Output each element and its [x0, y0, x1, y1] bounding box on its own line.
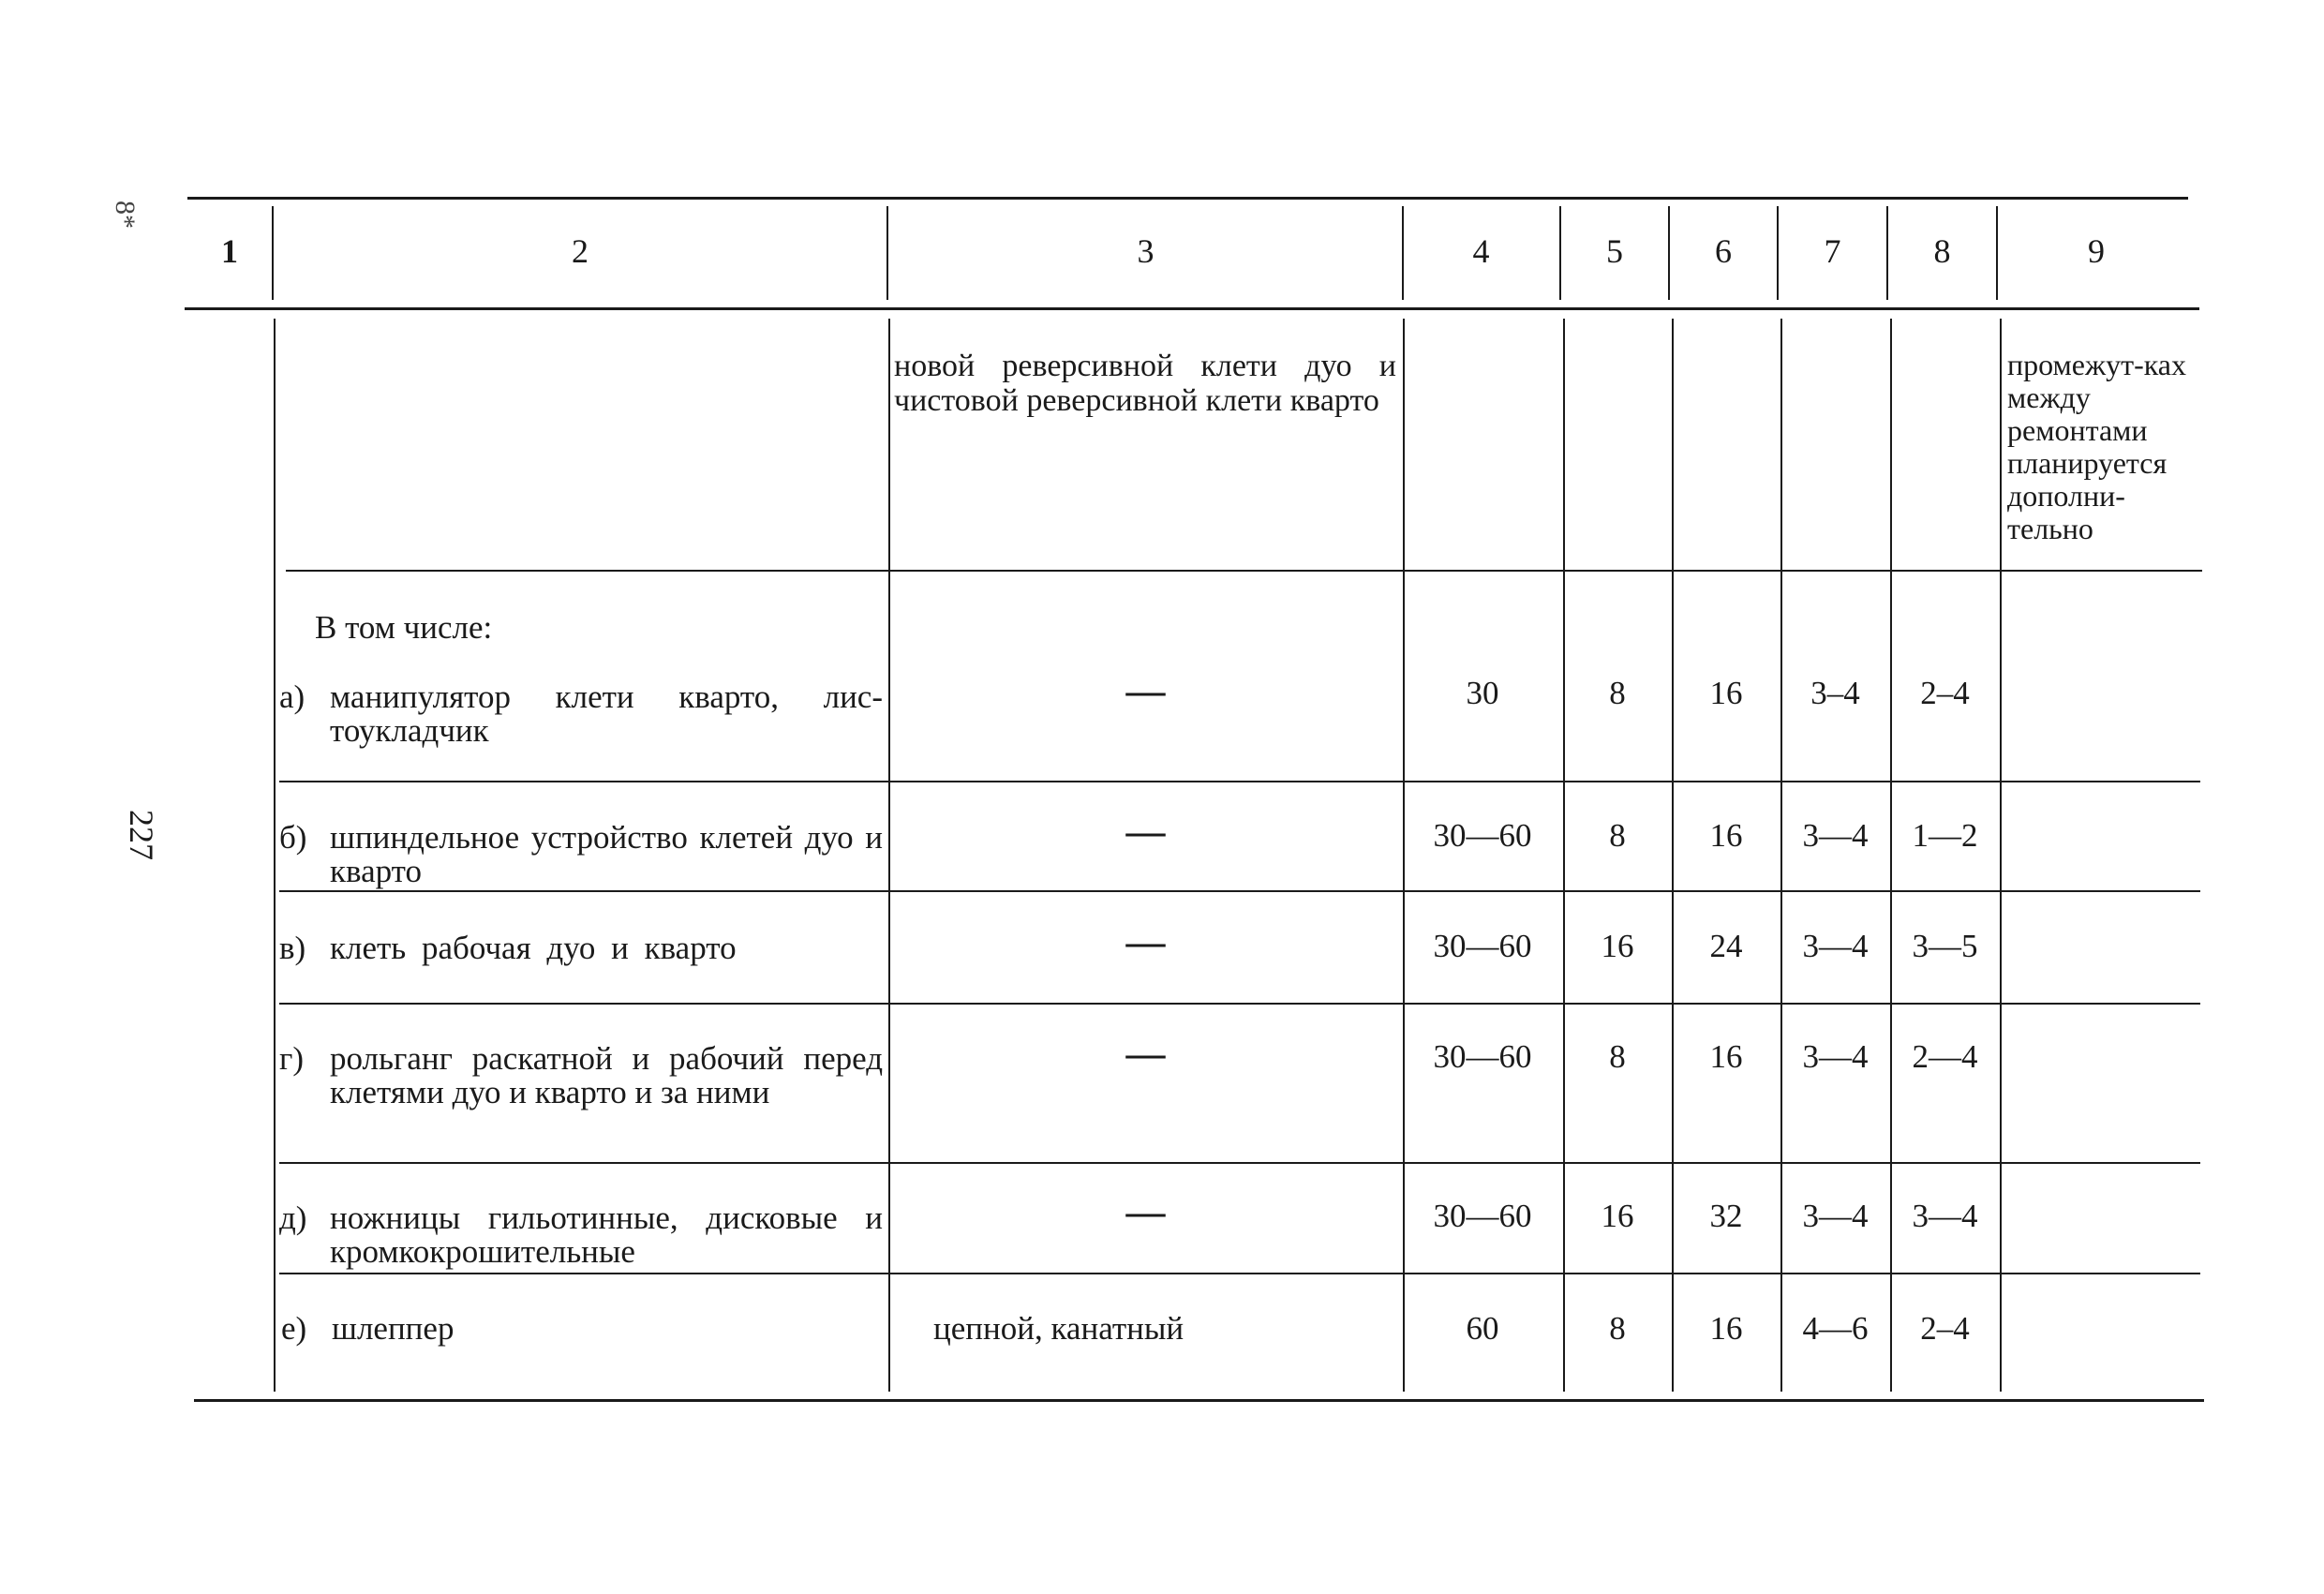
row-col8: 2–4 [1920, 1310, 1970, 1347]
row-rule [279, 1162, 2200, 1164]
row-name: рольганг раскатной и рабочий перед клетями дуо и кварто и за ними [330, 1040, 883, 1110]
row-name: клеть рабочая дуо и кварто [330, 930, 737, 966]
row-col3: цепной, канатный [933, 1310, 1184, 1347]
col-header-5: 5 [1606, 232, 1623, 270]
row-col7: 3—4 [1802, 928, 1869, 964]
row-name: шпиндельное устройство клетей дуо и кварто [330, 819, 883, 889]
col-header-9: 9 [2088, 232, 2105, 270]
row-rule [286, 570, 2202, 572]
col-header-4: 4 [1472, 232, 1490, 270]
row-col8: 2—4 [1912, 1038, 1978, 1075]
row-col6: 24 [1709, 928, 1743, 964]
row-col4: 30 [1466, 675, 1499, 711]
row-col4: 30—60 [1433, 817, 1532, 854]
row-col8: 3—5 [1912, 928, 1978, 964]
table-bottom-rule [194, 1399, 2204, 1402]
table-top-rule [187, 197, 2188, 200]
row-label: б) [279, 819, 307, 856]
row-col6: 16 [1709, 1310, 1743, 1347]
row-rule [279, 781, 2200, 782]
page-number: 227 [123, 810, 160, 860]
row-col5: 8 [1609, 675, 1626, 711]
row-col6: 16 [1709, 675, 1743, 711]
row-col7: 3—4 [1802, 1038, 1869, 1075]
row-rule [279, 890, 2200, 892]
row-name: ножницы гильотинные, дисковые и кромкокрошительные [330, 1199, 883, 1270]
continuation-col9: промежут-ках между ремонтами планируется дополни-тельно [2007, 348, 2186, 545]
row-label: г) [279, 1040, 305, 1077]
row-col3: — [1125, 670, 1166, 713]
col-header-1: 1 [221, 232, 238, 270]
row-name: шлеппер [332, 1310, 454, 1347]
row-col6: 16 [1709, 1038, 1743, 1075]
row-label: д) [279, 1199, 307, 1236]
row-col4: 30—60 [1433, 1038, 1532, 1075]
row-col8: 2–4 [1920, 675, 1970, 711]
row-col4: 30—60 [1433, 1198, 1532, 1234]
row-col5: 16 [1601, 928, 1634, 964]
row-col5: 8 [1609, 817, 1626, 854]
col-header-8: 8 [1933, 232, 1951, 270]
row-col7: 3—4 [1802, 1198, 1869, 1234]
col-header-2: 2 [572, 232, 588, 270]
row-col3: — [1125, 811, 1166, 854]
row-col5: 8 [1609, 1038, 1626, 1075]
row-col6: 32 [1709, 1198, 1743, 1234]
row-col7: 4—6 [1802, 1310, 1869, 1347]
row-col8: 3—4 [1912, 1198, 1978, 1234]
continuation-col3: новой реверсивной клети дуо и чистовой реверсивной клети кварто [894, 349, 1396, 418]
subheading: В том числе: [315, 609, 493, 646]
col-header-6: 6 [1715, 232, 1732, 270]
row-name: манипулятор клети кварто, лис-тоукладчик [330, 678, 883, 749]
header-bottom-rule [185, 307, 2199, 310]
col-header-7: 7 [1824, 232, 1841, 270]
signature-mark: 8* [110, 201, 141, 229]
col-header-3: 3 [1137, 232, 1155, 270]
row-col3: — [1125, 921, 1166, 964]
row-label: а) [279, 678, 305, 715]
row-col3: — [1125, 1033, 1166, 1076]
row-col7: 3—4 [1802, 817, 1869, 854]
row-rule [279, 1273, 2200, 1274]
row-label: е) [281, 1310, 307, 1347]
row-rule [279, 1003, 2200, 1005]
col-divider [2000, 319, 2002, 1392]
row-col7: 3–4 [1810, 675, 1860, 711]
row-col6: 16 [1709, 817, 1743, 854]
row-label: в) [279, 930, 306, 966]
row-col8: 1—2 [1912, 817, 1978, 854]
row-col4: 30—60 [1433, 928, 1532, 964]
col-divider [274, 319, 276, 1392]
row-col5: 16 [1601, 1198, 1634, 1234]
row-col3: — [1125, 1191, 1166, 1234]
row-col4: 60 [1466, 1310, 1499, 1347]
row-col5: 8 [1609, 1310, 1626, 1347]
